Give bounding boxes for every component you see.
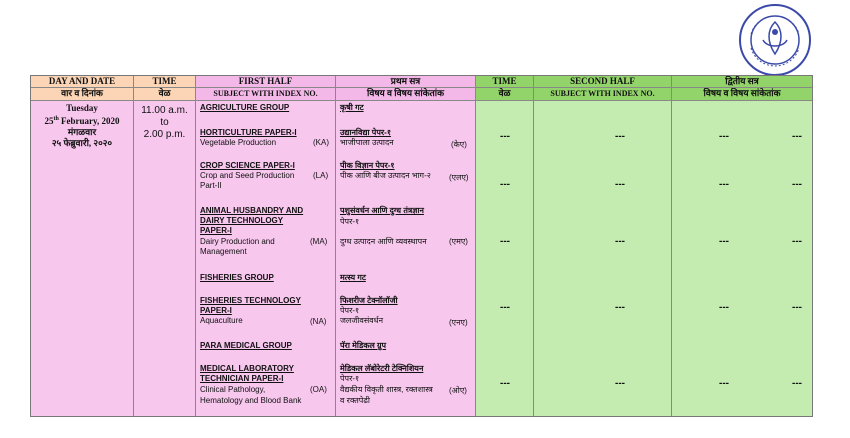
animal-husbandry-title-line2: DAIRY TECHNOLOGY bbox=[200, 216, 284, 225]
day-name-mr: मंगळवार bbox=[67, 127, 97, 137]
horticulture-index-code: (KA) bbox=[313, 138, 329, 147]
date-mr: २५ फेब्रुवारी, २०२० bbox=[51, 138, 113, 148]
second-half-dash: --- bbox=[500, 302, 510, 313]
header-first-half-en: FIRST HALF bbox=[196, 76, 336, 88]
horticulture-paper-title: HORTICULTURE PAPER-I bbox=[200, 128, 297, 137]
horticulture-index-code-mr: (केए) bbox=[451, 140, 467, 149]
animal-husbandry-title-line1: ANIMAL HUSBANDRY AND bbox=[200, 206, 304, 215]
crop-science-index-code-mr: (एलए) bbox=[449, 173, 469, 182]
crop-science-subject-line1: Crop and Seed Production bbox=[200, 171, 295, 180]
second-half-subject-en-column bbox=[534, 101, 672, 416]
second-half-dash: --- bbox=[792, 179, 802, 190]
animal-husbandry-subject-line2: Management bbox=[200, 247, 247, 256]
para-medical-group-heading-mr: पॅरा मेडिकल ग्रुप bbox=[340, 341, 387, 350]
medical-lab-subject-mr-line2: व रक्तपेढी bbox=[340, 396, 370, 405]
header-time-mr: वेळ bbox=[134, 88, 196, 101]
agriculture-group-heading: AGRICULTURE GROUP bbox=[200, 103, 290, 112]
second-half-dash: --- bbox=[615, 302, 625, 313]
medical-lab-title-line1: MEDICAL LABORATORY bbox=[200, 364, 294, 373]
fisheries-technology-title-line2: PAPER-I bbox=[200, 306, 232, 315]
header-subject-mr: विषय व विषय सांकेतांक bbox=[336, 88, 476, 101]
time-to: to bbox=[160, 117, 169, 128]
second-half-subject-mr-column bbox=[672, 101, 812, 416]
medical-lab-subject-line1: Clinical Pathology, bbox=[200, 385, 266, 394]
time-cell bbox=[134, 101, 196, 416]
fisheries-technology-index-code: (NA) bbox=[310, 317, 327, 326]
second-half-dash: --- bbox=[500, 179, 510, 190]
exam-timetable bbox=[30, 75, 813, 417]
medical-lab-title-mr-line2: पेपर-१ bbox=[340, 374, 360, 383]
second-half-dash: --- bbox=[500, 378, 510, 389]
animal-husbandry-title-mr-line2: पेपर-१ bbox=[340, 217, 360, 226]
animal-husbandry-index-code: (MA) bbox=[310, 237, 328, 246]
medical-lab-subject-line2: Hematology and Blood Bank bbox=[200, 396, 302, 405]
header-first-half-mr: प्रथम सत्र bbox=[336, 76, 476, 88]
header-second-half-mr: द्वितीय सत्र bbox=[672, 76, 812, 88]
horticulture-paper-title-mr: उद्यानविद्या पेपर-१ bbox=[340, 128, 391, 137]
second-half-dash: --- bbox=[500, 236, 510, 247]
medical-lab-title-mr-line1: मेडिकल लॅबोरेटरी टेक्निशियन bbox=[340, 364, 424, 373]
board-seal-emblem bbox=[737, 2, 813, 78]
crop-science-paper-title-mr: पीक विज्ञान पेपर-१ bbox=[340, 161, 395, 170]
horticulture-subject-mr: भाजीपाला उत्पादन bbox=[340, 138, 394, 147]
second-half-dash: --- bbox=[792, 302, 802, 313]
second-half-dash: --- bbox=[615, 236, 625, 247]
header-subject2-mr: विषय व विषय सांकेतांक bbox=[672, 88, 812, 101]
fisheries-group-heading: FISHERIES GROUP bbox=[200, 273, 274, 282]
fisheries-technology-subject: Aquaculture bbox=[200, 316, 243, 325]
second-half-dash: --- bbox=[719, 302, 729, 313]
animal-husbandry-index-code-mr: (एमए) bbox=[449, 237, 468, 246]
second-half-dash: --- bbox=[719, 378, 729, 389]
header-subject-en: SUBJECT WITH INDEX NO. bbox=[196, 88, 336, 101]
header-time-en: TIME bbox=[134, 76, 196, 88]
fisheries-technology-title-line1: FISHERIES TECHNOLOGY bbox=[200, 296, 301, 305]
second-half-dash: --- bbox=[615, 179, 625, 190]
medical-lab-subject-mr-line1: वैद्यकीय विकृती शास्त्र, रक्तशास्त्र bbox=[340, 385, 433, 394]
animal-husbandry-title-mr-line1: पशुसंवर्धन आणि दुग्ध तंत्रज्ञान bbox=[340, 206, 424, 215]
fisheries-technology-title-mr-line1: फिशरीज टेक्नॉलॉजी bbox=[340, 296, 398, 305]
fisheries-group-heading-mr: मत्स्य गट bbox=[340, 273, 366, 282]
animal-husbandry-title-line3: PAPER-I bbox=[200, 226, 232, 235]
medical-lab-index-code: (OA) bbox=[310, 385, 327, 394]
second-half-dash: --- bbox=[615, 378, 625, 389]
date-english: 25th February, 2020 bbox=[44, 116, 120, 126]
time-end: 2.00 p.m. bbox=[143, 129, 186, 140]
crop-science-paper-title: CROP SCIENCE PAPER-I bbox=[200, 161, 295, 170]
second-half-dash: --- bbox=[615, 131, 625, 142]
para-medical-group-heading: PARA MEDICAL GROUP bbox=[200, 341, 292, 350]
second-half-dash: --- bbox=[792, 236, 802, 247]
animal-husbandry-subject-line1: Dairy Production and bbox=[200, 237, 275, 246]
fisheries-technology-title-mr-line2: पेपर-१ bbox=[340, 306, 360, 315]
header-day-date-mr: वार व दिनांक bbox=[31, 88, 134, 101]
medical-lab-index-code-mr: (ओए) bbox=[449, 386, 467, 395]
header-day-date-en: DAY AND DATE bbox=[31, 76, 134, 88]
time-start: 11.00 a.m. bbox=[141, 105, 188, 116]
second-half-dash: --- bbox=[719, 131, 729, 142]
crop-science-subject-line2: Part-II bbox=[200, 181, 222, 190]
day-name: Tuesday bbox=[66, 103, 98, 113]
header-time2-mr: वेळ bbox=[476, 88, 534, 101]
second-half-dash: --- bbox=[500, 131, 510, 142]
header-second-half-en: SECOND HALF bbox=[534, 76, 672, 88]
crop-science-subject-mr: पीक आणि बीज उत्पादन भाग-२ bbox=[340, 171, 431, 180]
horticulture-subject: Vegetable Production bbox=[200, 138, 277, 147]
day-date-cell bbox=[31, 101, 134, 416]
fisheries-technology-subject-mr: जलजीवसंवर्धन bbox=[340, 316, 384, 325]
second-half-dash: --- bbox=[792, 378, 802, 389]
second-half-dash: --- bbox=[792, 131, 802, 142]
header-subject2-en: SUBJECT WITH INDEX NO. bbox=[534, 88, 672, 101]
second-half-dash: --- bbox=[719, 236, 729, 247]
medical-lab-title-line2: TECHNICIAN PAPER-I bbox=[200, 374, 284, 383]
header-time2-en: TIME bbox=[476, 76, 534, 88]
fisheries-technology-index-code-mr: (एनए) bbox=[449, 318, 468, 327]
agriculture-group-heading-mr: कृषी गट bbox=[340, 103, 364, 112]
second-half-time-column bbox=[476, 101, 534, 416]
crop-science-index-code: (LA) bbox=[313, 171, 329, 180]
animal-husbandry-subject-mr: दुग्ध उत्पादन आणि व्यवस्थापन bbox=[340, 237, 427, 246]
second-half-dash: --- bbox=[719, 179, 729, 190]
